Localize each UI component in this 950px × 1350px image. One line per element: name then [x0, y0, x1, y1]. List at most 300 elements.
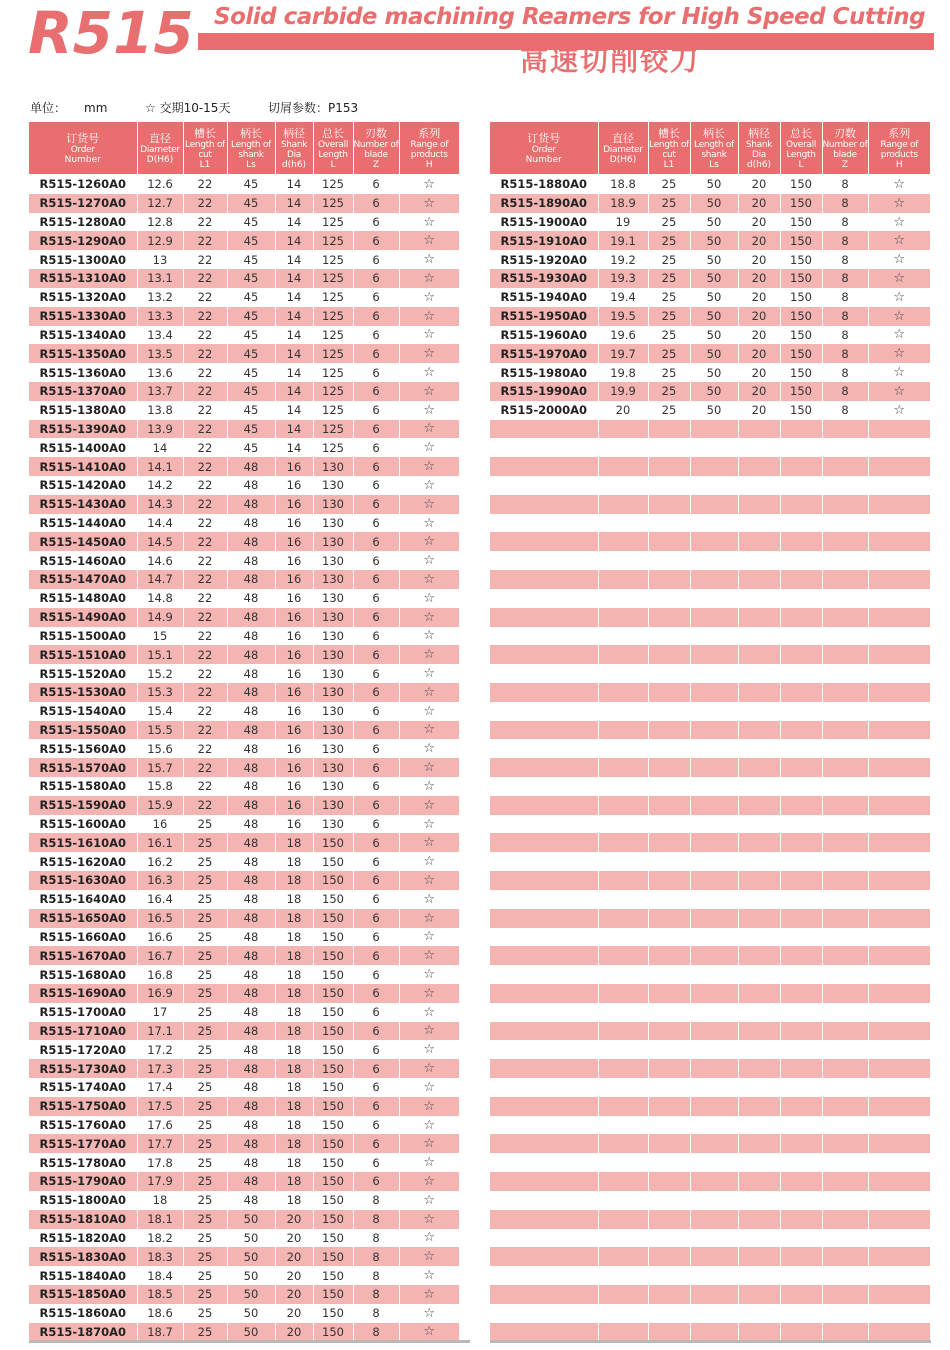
- order-number-cell: [490, 627, 598, 646]
- length-of-cut-cell: [648, 796, 690, 815]
- length-of-cut-cell: 25: [183, 946, 227, 965]
- title-english: Solid carbide machining Reamers for High Speed Cutting: [214, 4, 926, 30]
- shank-dia-cell: [738, 890, 780, 909]
- shank-dia-cell: 16: [275, 702, 313, 721]
- length-of-cut-cell: 22: [183, 721, 227, 740]
- number-of-blade-cell: 6: [353, 250, 399, 269]
- order-number-cell: R515-1940A0: [490, 288, 598, 307]
- diameter-cell: 13.7: [137, 382, 183, 401]
- diameter-cell: 14.1: [137, 457, 183, 476]
- shank-dia-cell: 16: [275, 796, 313, 815]
- overall-length-cell: [780, 1040, 822, 1059]
- diameter-cell: 18.6: [137, 1304, 183, 1323]
- overall-length-cell: 150: [313, 1097, 353, 1116]
- order-number-cell: R515-1570A0: [29, 758, 137, 777]
- range-of-products-cell: [868, 758, 930, 777]
- length-of-cut-cell: 25: [183, 1097, 227, 1116]
- order-number-cell: R515-1870A0: [29, 1323, 137, 1342]
- empty-row: [490, 1040, 930, 1059]
- length-of-shank-cell: [690, 420, 738, 439]
- overall-length-cell: 150: [313, 1003, 353, 1022]
- diameter-cell: 14.7: [137, 570, 183, 589]
- number-of-blade-cell: 6: [353, 1116, 399, 1135]
- length-of-shank-cell: [690, 476, 738, 495]
- shank-dia-cell: [738, 608, 780, 627]
- length-of-cut-cell: 22: [183, 683, 227, 702]
- empty-row: [490, 928, 930, 947]
- range-of-products-cell: ☆: [399, 269, 459, 288]
- overall-length-cell: [780, 514, 822, 533]
- range-of-products-cell: ☆: [399, 1134, 459, 1153]
- length-of-cut-cell: [648, 1323, 690, 1342]
- range-of-products-cell: ☆: [399, 796, 459, 815]
- length-of-cut-cell: [648, 871, 690, 890]
- length-of-shank-cell: 45: [227, 438, 275, 457]
- length-of-cut-cell: 25: [183, 815, 227, 834]
- empty-row: [490, 1266, 930, 1285]
- column-header-length-of-cut: [648, 122, 690, 175]
- column-header-sym: Number: [64, 154, 101, 165]
- shank-dia-cell: [738, 514, 780, 533]
- range-of-products-cell: [868, 852, 930, 871]
- order-number-cell: R515-1890A0: [490, 194, 598, 213]
- diameter-cell: 15.7: [137, 758, 183, 777]
- number-of-blade-cell: [822, 1210, 868, 1229]
- number-of-blade-cell: 8: [353, 1247, 399, 1266]
- order-number-cell: [490, 645, 598, 664]
- table-row: [29, 758, 459, 777]
- shank-dia-cell: [738, 1172, 780, 1191]
- length-of-shank-cell: 50: [690, 213, 738, 232]
- table-row: [29, 1097, 459, 1116]
- shank-dia-cell: 18: [275, 871, 313, 890]
- number-of-blade-cell: 6: [353, 269, 399, 288]
- overall-length-cell: [780, 928, 822, 947]
- diameter-cell: 18.7: [137, 1323, 183, 1342]
- order-number-cell: [490, 702, 598, 721]
- length-of-shank-cell: [690, 1097, 738, 1116]
- length-of-cut-cell: [648, 1210, 690, 1229]
- length-of-shank-cell: 48: [227, 1172, 275, 1191]
- diameter-cell: 12.9: [137, 231, 183, 250]
- overall-length-cell: [780, 1229, 822, 1248]
- length-of-cut-cell: 25: [183, 1247, 227, 1266]
- range-of-products-cell: ☆: [868, 344, 930, 363]
- column-header-cn: 柄径: [748, 126, 770, 140]
- diameter-cell: 17.2: [137, 1040, 183, 1059]
- number-of-blade-cell: 8: [353, 1210, 399, 1229]
- range-of-products-cell: ☆: [868, 194, 930, 213]
- column-header-cn: 刃数: [834, 126, 856, 140]
- length-of-cut-cell: [648, 1229, 690, 1248]
- diameter-cell: 17.1: [137, 1022, 183, 1041]
- overall-length-cell: 130: [313, 589, 353, 608]
- number-of-blade-cell: 6: [353, 1172, 399, 1191]
- table-row: [29, 946, 459, 965]
- unit-value: mm: [84, 101, 108, 115]
- number-of-blade-cell: [822, 739, 868, 758]
- table-row: [29, 1229, 459, 1248]
- overall-length-cell: 150: [313, 1153, 353, 1172]
- spec-table-left: [29, 122, 459, 1341]
- shank-dia-cell: 16: [275, 664, 313, 683]
- length-of-cut-cell: 22: [183, 570, 227, 589]
- order-number-cell: R515-1650A0: [29, 909, 137, 928]
- overall-length-cell: [780, 1266, 822, 1285]
- number-of-blade-cell: [822, 1172, 868, 1191]
- column-header-en: Length of cut: [649, 139, 689, 160]
- column-header-number-of-blade: [822, 122, 868, 175]
- empty-row: [490, 1247, 930, 1266]
- diameter-cell: 17.8: [137, 1153, 183, 1172]
- shank-dia-cell: 14: [275, 420, 313, 439]
- diameter-cell: 17.3: [137, 1059, 183, 1078]
- number-of-blade-cell: [822, 608, 868, 627]
- delivery-note: ☆ 交期10-15天: [145, 101, 231, 115]
- number-of-blade-cell: 6: [353, 928, 399, 947]
- number-of-blade-cell: [822, 683, 868, 702]
- diameter-cell: [598, 514, 648, 533]
- shank-dia-cell: 16: [275, 777, 313, 796]
- range-of-products-cell: ☆: [868, 269, 930, 288]
- order-number-cell: R515-1400A0: [29, 438, 137, 457]
- number-of-blade-cell: 6: [353, 307, 399, 326]
- number-of-blade-cell: 6: [353, 833, 399, 852]
- diameter-cell: 13: [137, 250, 183, 269]
- diameter-cell: [598, 1078, 648, 1097]
- shank-dia-cell: 14: [275, 363, 313, 382]
- overall-length-cell: 125: [313, 250, 353, 269]
- length-of-cut-cell: 25: [183, 1210, 227, 1229]
- shank-dia-cell: [738, 420, 780, 439]
- table-row: [29, 589, 459, 608]
- range-of-products-cell: ☆: [423, 967, 436, 983]
- range-of-products-cell: ☆: [423, 477, 436, 493]
- order-number-cell: [490, 1285, 598, 1304]
- shank-dia-cell: [738, 532, 780, 551]
- length-of-cut-cell: 22: [183, 326, 227, 345]
- table-row: [29, 833, 459, 852]
- range-of-products-cell: ☆: [423, 703, 436, 719]
- diameter-cell: 15.9: [137, 796, 183, 815]
- number-of-blade-cell: 6: [353, 1134, 399, 1153]
- empty-row: [490, 627, 930, 646]
- length-of-cut-cell: [648, 645, 690, 664]
- order-number-cell: R515-1710A0: [29, 1022, 137, 1041]
- number-of-blade-cell: [822, 702, 868, 721]
- shank-dia-cell: 20: [738, 307, 780, 326]
- overall-length-cell: 150: [780, 288, 822, 307]
- length-of-shank-cell: [690, 570, 738, 589]
- order-number-cell: R515-1920A0: [490, 250, 598, 269]
- column-header-cn: 柄长: [240, 126, 262, 140]
- length-of-shank-cell: [690, 1266, 738, 1285]
- column-header-en: Overall Length: [785, 139, 817, 160]
- length-of-cut-cell: 22: [183, 514, 227, 533]
- diameter-cell: 14.9: [137, 608, 183, 627]
- order-number-cell: [490, 514, 598, 533]
- diameter-cell: [598, 852, 648, 871]
- length-of-cut-cell: 25: [183, 852, 227, 871]
- range-of-products-cell: ☆: [423, 553, 436, 569]
- diameter-cell: [598, 420, 648, 439]
- empty-row: [490, 871, 930, 890]
- length-of-cut-cell: 25: [183, 928, 227, 947]
- order-number-cell: [490, 683, 598, 702]
- range-of-products-cell: ☆: [423, 214, 436, 230]
- overall-length-cell: 150: [780, 307, 822, 326]
- table-row: [29, 1304, 459, 1323]
- empty-row: [490, 1134, 930, 1153]
- length-of-shank-cell: 50: [227, 1247, 275, 1266]
- shank-dia-cell: 18: [275, 984, 313, 1003]
- length-of-cut-cell: 25: [183, 984, 227, 1003]
- diameter-cell: [598, 777, 648, 796]
- order-number-cell: [490, 1097, 598, 1116]
- length-of-shank-cell: 48: [227, 551, 275, 570]
- order-number-cell: [490, 476, 598, 495]
- order-number-cell: [490, 1040, 598, 1059]
- order-number-cell: R515-1290A0: [29, 231, 137, 250]
- range-of-products-cell: ☆: [423, 1042, 436, 1058]
- shank-dia-cell: 14: [275, 250, 313, 269]
- overall-length-cell: [780, 890, 822, 909]
- table-row: [29, 213, 459, 232]
- spec-table-right: [490, 122, 930, 1341]
- length-of-cut-cell: 22: [183, 307, 227, 326]
- diameter-cell: [598, 664, 648, 683]
- shank-dia-cell: [738, 1059, 780, 1078]
- number-of-blade-cell: 6: [353, 1059, 399, 1078]
- order-number-cell: R515-1910A0: [490, 231, 598, 250]
- overall-length-cell: [780, 1022, 822, 1041]
- shank-dia-cell: 18: [275, 852, 313, 871]
- length-of-shank-cell: 45: [227, 213, 275, 232]
- shank-dia-cell: [738, 721, 780, 740]
- number-of-blade-cell: 6: [353, 1097, 399, 1116]
- range-of-products-cell: ☆: [423, 1117, 436, 1133]
- overall-length-cell: [780, 721, 822, 740]
- length-of-shank-cell: 45: [227, 401, 275, 420]
- range-of-products-cell: [868, 438, 930, 457]
- overall-length-cell: 150: [780, 250, 822, 269]
- shank-dia-cell: 18: [275, 1153, 313, 1172]
- column-header-cn: 订货号: [527, 131, 561, 145]
- empty-row: [490, 495, 930, 514]
- shank-dia-cell: 18: [275, 1191, 313, 1210]
- order-number-cell: R515-1980A0: [490, 363, 598, 382]
- range-of-products-cell: ☆: [423, 929, 436, 945]
- column-header-sym: H: [895, 159, 903, 170]
- shank-dia-cell: 18: [275, 928, 313, 947]
- diameter-cell: [598, 890, 648, 909]
- diameter-cell: 16.7: [137, 946, 183, 965]
- length-of-cut-cell: 22: [183, 363, 227, 382]
- length-of-shank-cell: [690, 1134, 738, 1153]
- range-of-products-cell: ☆: [399, 1059, 459, 1078]
- overall-length-cell: 150: [313, 1191, 353, 1210]
- length-of-shank-cell: [690, 852, 738, 871]
- shank-dia-cell: 14: [275, 344, 313, 363]
- length-of-cut-cell: 22: [183, 420, 227, 439]
- shank-dia-cell: [738, 833, 780, 852]
- number-of-blade-cell: 6: [353, 1022, 399, 1041]
- overall-length-cell: 130: [313, 796, 353, 815]
- length-of-shank-cell: 45: [227, 344, 275, 363]
- length-of-cut-cell: 22: [183, 589, 227, 608]
- table-row: [29, 382, 459, 401]
- number-of-blade-cell: [822, 551, 868, 570]
- table-row: [29, 664, 459, 683]
- order-number-cell: R515-1830A0: [29, 1247, 137, 1266]
- range-of-products-cell: ☆: [399, 495, 459, 514]
- number-of-blade-cell: [822, 928, 868, 947]
- range-of-products-cell: ☆: [423, 1155, 436, 1171]
- table-row: [29, 852, 459, 871]
- number-of-blade-cell: [822, 589, 868, 608]
- overall-length-cell: [780, 1210, 822, 1229]
- number-of-blade-cell: [822, 815, 868, 834]
- table-row: [29, 815, 459, 834]
- number-of-blade-cell: 6: [353, 401, 399, 420]
- column-header-overall-length: [313, 122, 353, 175]
- number-of-blade-cell: [822, 514, 868, 533]
- shank-dia-cell: [738, 1078, 780, 1097]
- range-of-products-cell: ☆: [399, 1210, 459, 1229]
- diameter-cell: 18: [137, 1191, 183, 1210]
- range-of-products-cell: ☆: [893, 402, 906, 418]
- diameter-cell: 17.6: [137, 1116, 183, 1135]
- order-number-cell: [490, 1078, 598, 1097]
- length-of-cut-cell: [648, 965, 690, 984]
- length-of-cut-cell: 25: [183, 1059, 227, 1078]
- range-of-products-cell: [868, 777, 930, 796]
- shank-dia-cell: [738, 965, 780, 984]
- unit-label: 单位：: [30, 101, 67, 115]
- table-row: [490, 194, 930, 213]
- diameter-cell: 14: [137, 438, 183, 457]
- overall-length-cell: 150: [313, 1304, 353, 1323]
- shank-dia-cell: 20: [275, 1323, 313, 1342]
- shank-dia-cell: [738, 551, 780, 570]
- diameter-cell: 15.2: [137, 664, 183, 683]
- range-of-products-cell: ☆: [423, 1079, 436, 1095]
- range-of-products-cell: [868, 965, 930, 984]
- order-number-cell: R515-1270A0: [29, 194, 137, 213]
- range-of-products-cell: ☆: [423, 1004, 436, 1020]
- column-header-sym: L1: [663, 159, 675, 170]
- shank-dia-cell: [738, 758, 780, 777]
- order-number-cell: [490, 833, 598, 852]
- order-number-cell: [490, 420, 598, 439]
- overall-length-cell: [780, 589, 822, 608]
- number-of-blade-cell: [822, 833, 868, 852]
- range-of-products-cell: [868, 664, 930, 683]
- shank-dia-cell: 20: [738, 269, 780, 288]
- column-header-sym: Z: [372, 159, 380, 170]
- overall-length-cell: 130: [313, 457, 353, 476]
- length-of-cut-cell: [648, 1040, 690, 1059]
- range-of-products-cell: ☆: [399, 1285, 459, 1304]
- range-of-products-cell: ☆: [423, 854, 436, 870]
- range-of-products-cell: [868, 739, 930, 758]
- table-row: [490, 344, 930, 363]
- length-of-shank-cell: [690, 1003, 738, 1022]
- range-of-products-cell: ☆: [399, 1097, 459, 1116]
- length-of-shank-cell: 45: [227, 194, 275, 213]
- empty-row: [490, 909, 930, 928]
- length-of-cut-cell: 22: [183, 551, 227, 570]
- length-of-cut-cell: [648, 532, 690, 551]
- table-row: [29, 645, 459, 664]
- order-number-cell: R515-1260A0: [29, 175, 137, 194]
- empty-row: [490, 1022, 930, 1041]
- overall-length-cell: 125: [313, 269, 353, 288]
- diameter-cell: [598, 815, 648, 834]
- overall-length-cell: [780, 1116, 822, 1135]
- empty-row: [490, 683, 930, 702]
- range-of-products-cell: ☆: [423, 327, 436, 343]
- number-of-blade-cell: [822, 871, 868, 890]
- shank-dia-cell: 20: [738, 326, 780, 345]
- number-of-blade-cell: [822, 1266, 868, 1285]
- number-of-blade-cell: [822, 852, 868, 871]
- column-header-cn: 刃数: [365, 126, 387, 140]
- order-number-cell: [490, 909, 598, 928]
- length-of-cut-cell: 25: [183, 1040, 227, 1059]
- range-of-products-cell: ☆: [399, 721, 459, 740]
- order-number-cell: [490, 589, 598, 608]
- length-of-cut-cell: 25: [183, 1116, 227, 1135]
- order-number-cell: R515-1700A0: [29, 1003, 137, 1022]
- overall-length-cell: 150: [780, 269, 822, 288]
- order-number-cell: R515-1440A0: [29, 514, 137, 533]
- overall-length-cell: [780, 532, 822, 551]
- length-of-shank-cell: [690, 946, 738, 965]
- number-of-blade-cell: [822, 420, 868, 439]
- length-of-cut-cell: [648, 608, 690, 627]
- range-of-products-cell: ☆: [893, 365, 906, 381]
- length-of-cut-cell: [648, 1172, 690, 1191]
- range-of-products-cell: [868, 551, 930, 570]
- length-of-cut-cell: 25: [183, 1003, 227, 1022]
- number-of-blade-cell: 8: [353, 1266, 399, 1285]
- overall-length-cell: 150: [313, 1116, 353, 1135]
- number-of-blade-cell: 8: [822, 269, 868, 288]
- shank-dia-cell: 16: [275, 495, 313, 514]
- overall-length-cell: 130: [313, 664, 353, 683]
- range-of-products-cell: [868, 627, 930, 646]
- number-of-blade-cell: 8: [353, 1229, 399, 1248]
- number-of-blade-cell: [822, 890, 868, 909]
- diameter-cell: 17.7: [137, 1134, 183, 1153]
- column-header-cn: 总长: [790, 126, 812, 140]
- diameter-cell: [598, 476, 648, 495]
- shank-dia-cell: 16: [275, 758, 313, 777]
- number-of-blade-cell: 6: [353, 476, 399, 495]
- length-of-shank-cell: 45: [227, 269, 275, 288]
- length-of-cut-cell: 25: [183, 1229, 227, 1248]
- length-of-cut-cell: [648, 683, 690, 702]
- length-of-cut-cell: [648, 1078, 690, 1097]
- table-row: [29, 307, 459, 326]
- column-header-sym: L: [330, 159, 336, 170]
- shank-dia-cell: [738, 1210, 780, 1229]
- order-number-cell: R515-1860A0: [29, 1304, 137, 1323]
- length-of-shank-cell: 48: [227, 815, 275, 834]
- empty-row: [490, 1191, 930, 1210]
- length-of-cut-cell: 22: [183, 739, 227, 758]
